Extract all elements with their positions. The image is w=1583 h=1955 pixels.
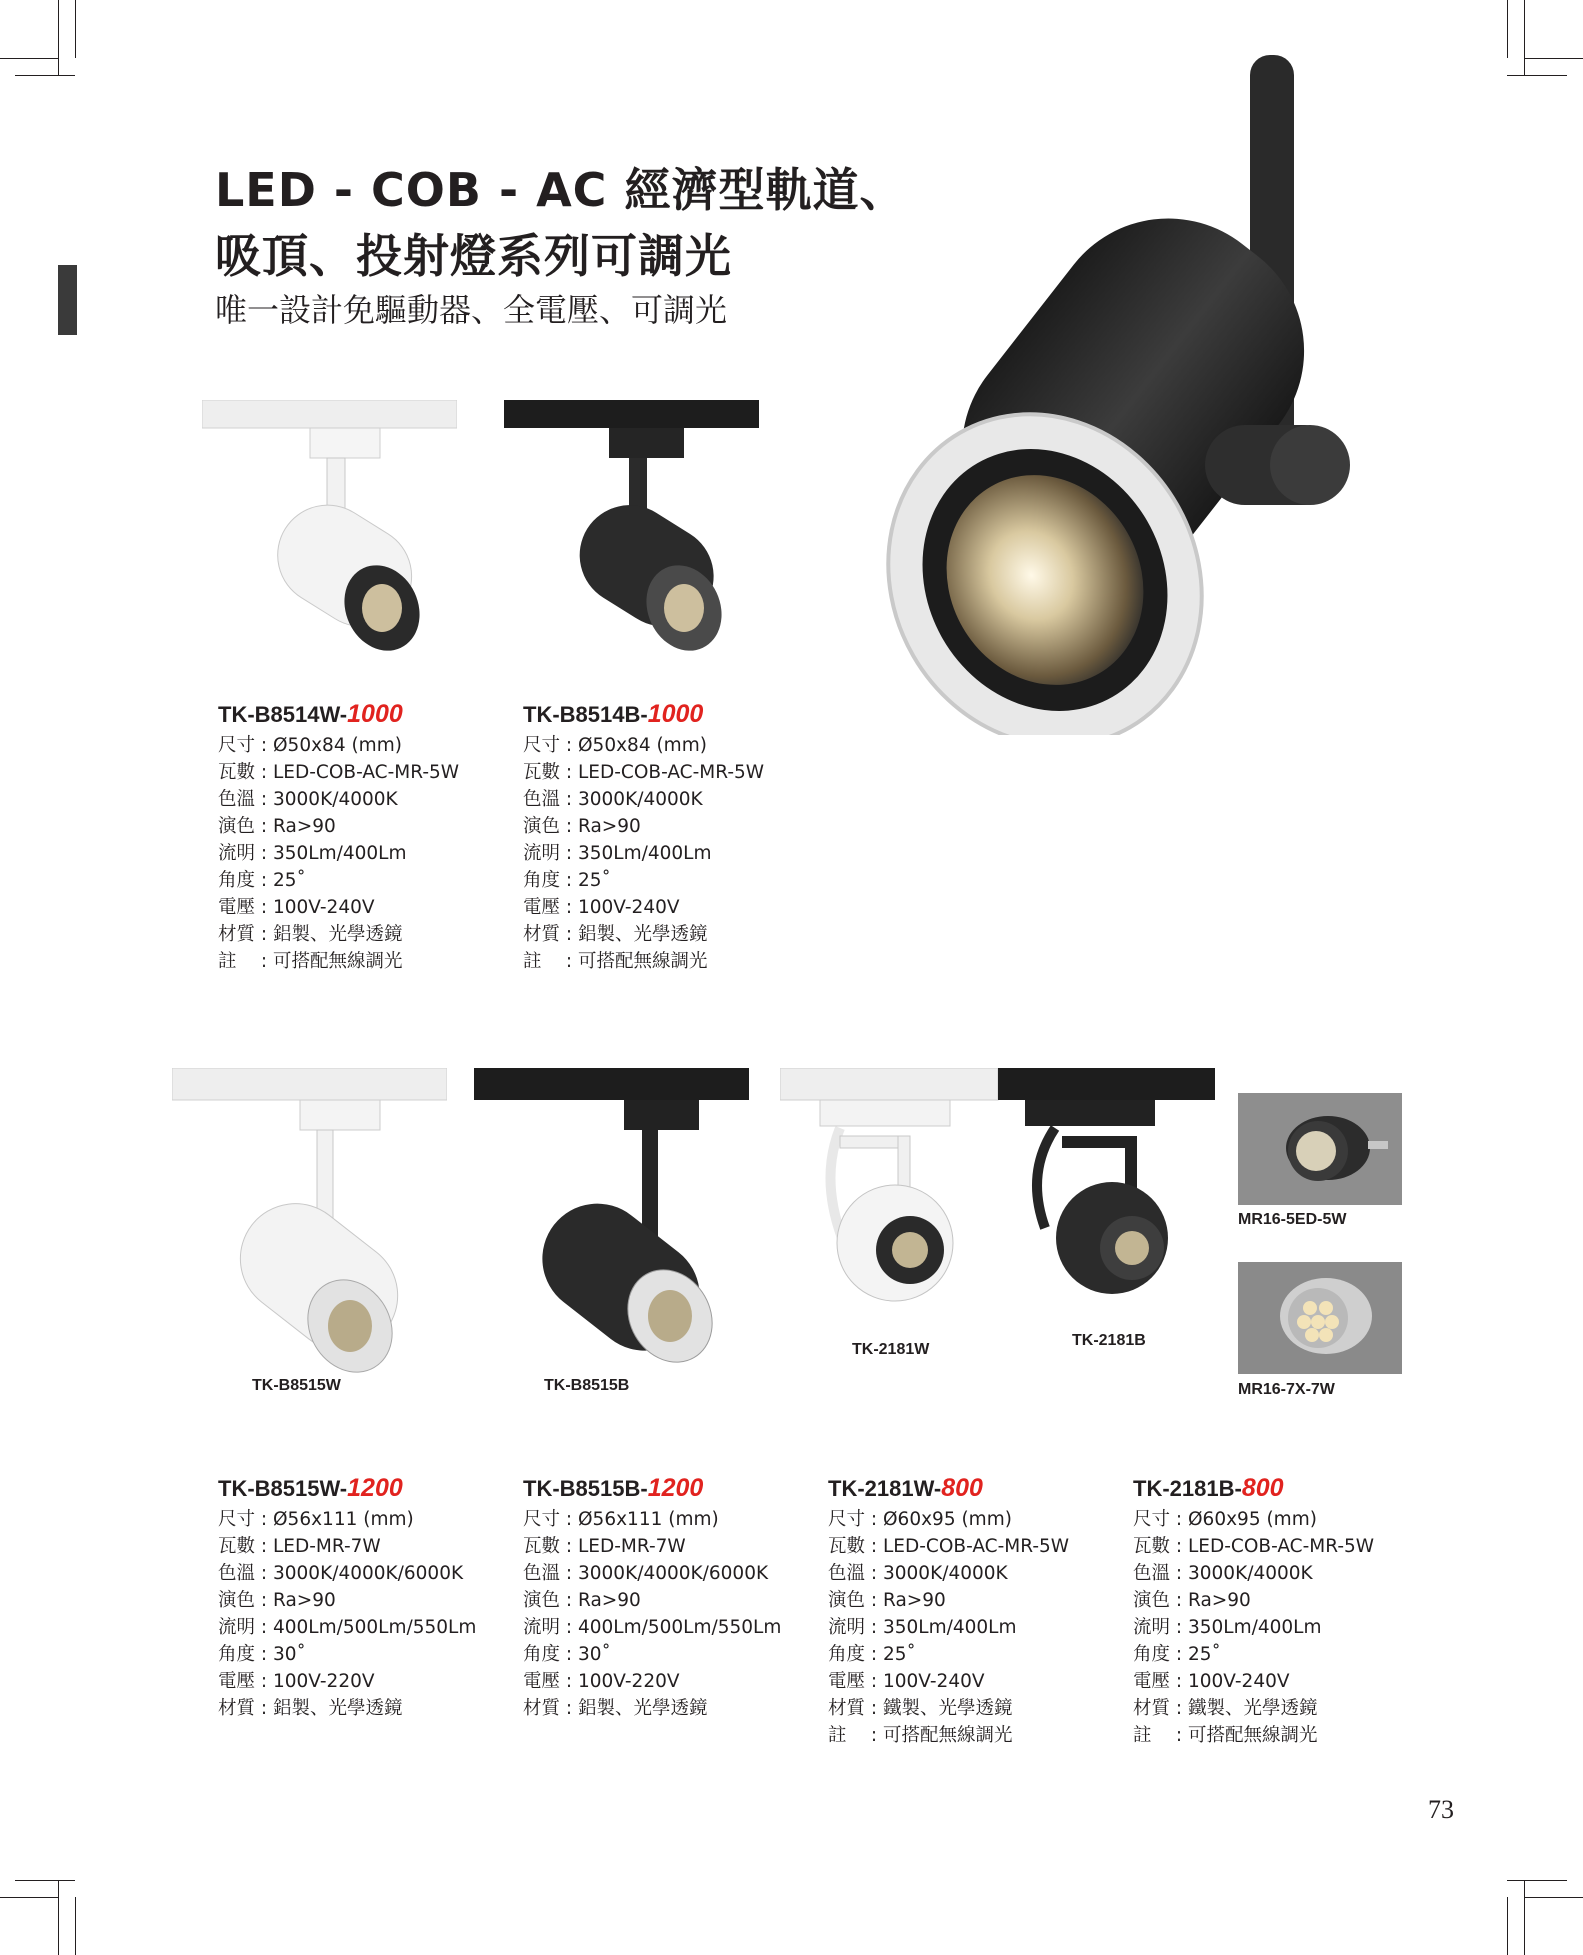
spec-row: 演色 : Ra>90	[523, 816, 641, 837]
price: 1000	[647, 700, 704, 728]
spec-row: 演色 : Ra>90	[828, 1590, 946, 1611]
tk-b8515w-image	[172, 1068, 447, 1378]
spec-row: 色溫 : 3000K/4000K	[523, 789, 703, 810]
mr16-5ed-5w-image	[1238, 1093, 1402, 1205]
spec-row: 註 : 可搭配無線調光	[218, 951, 403, 972]
page-title-line1: LED - COB - AC 經濟型軌道、	[215, 163, 907, 217]
spec-row: 流明 : 400Lm/500Lm/550Lm	[218, 1617, 477, 1638]
spec-block-tk-b8515w	[218, 1474, 518, 1722]
spec-row: 角度 : 25˚	[1133, 1644, 1221, 1665]
section-marker-bar	[58, 265, 77, 335]
spec-row: 瓦數 : LED-MR-7W	[523, 1536, 686, 1557]
spec-row: 演色 : Ra>90	[1133, 1590, 1251, 1611]
spec-row: 瓦數 : LED-MR-7W	[218, 1536, 381, 1557]
spec-row: 流明 : 350Lm/400Lm	[523, 843, 712, 864]
spec-row: 尺寸 : Ø60x95 (mm)	[828, 1509, 1012, 1530]
model-heading: TK-B8514B-1000	[523, 700, 704, 728]
spec-row: 註 : 可搭配無線調光	[1133, 1725, 1318, 1746]
spec-row: 尺寸 : Ø50x84 (mm)	[218, 735, 402, 756]
page-title-line2: 吸頂、投射燈系列可調光	[215, 229, 732, 283]
spec-row: 尺寸 : Ø50x84 (mm)	[523, 735, 707, 756]
spec-row: 材質 : 鋁製、光學透鏡	[523, 924, 708, 945]
price: 800	[1241, 1474, 1284, 1502]
spec-block-tk-b8514b	[523, 700, 823, 975]
spec-row: 瓦數 : LED-COB-AC-MR-5W	[1133, 1536, 1375, 1557]
spec-row: 流明 : 350Lm/400Lm	[218, 843, 407, 864]
hero-spotlight-image	[840, 55, 1400, 735]
caption-tk-b8515w: TK-B8515W	[252, 1377, 341, 1394]
caption-mr16-7x-7w: MR16-7X-7W	[1238, 1381, 1335, 1398]
spec-block-tk-b8514w	[218, 700, 518, 975]
spec-row: 色溫 : 3000K/4000K/6000K	[218, 1563, 464, 1584]
spec-row: 色溫 : 3000K/4000K/6000K	[523, 1563, 769, 1584]
model-heading: TK-B8514W-1000	[218, 700, 403, 728]
spec-block-tk-b8515b	[523, 1474, 823, 1722]
tk-b8514b-image	[504, 400, 759, 660]
spec-row: 材質 : 鐵製、光學透鏡	[1133, 1698, 1318, 1719]
tk-2181-image	[780, 1068, 1215, 1338]
price: 1200	[347, 1474, 403, 1502]
spec-row: 色溫 : 3000K/4000K	[828, 1563, 1008, 1584]
spec-row: 電壓 : 100V-220V	[218, 1671, 375, 1692]
spec-row: 角度 : 25˚	[828, 1644, 916, 1665]
spec-row: 色溫 : 3000K/4000K	[1133, 1563, 1313, 1584]
spec-block-tk-2181w	[828, 1474, 1128, 1749]
spec-row: 註 : 可搭配無線調光	[828, 1725, 1013, 1746]
spec-row: 角度 : 25˚	[523, 870, 611, 891]
tk-b8515b-image	[474, 1068, 749, 1368]
price: 800	[941, 1474, 983, 1502]
caption-tk-2181w: TK-2181W	[852, 1341, 930, 1358]
tk-b8514w-image	[202, 400, 457, 660]
model-heading: TK-2181B-800	[1133, 1474, 1284, 1502]
spec-row: 電壓 : 100V-240V	[218, 897, 375, 918]
spec-row: 演色 : Ra>90	[523, 1590, 641, 1611]
spec-row: 角度 : 30˚	[523, 1644, 611, 1665]
spec-row: 材質 : 鋁製、光學透鏡	[218, 924, 403, 945]
spec-row: 流明 : 350Lm/400Lm	[1133, 1617, 1322, 1638]
caption-tk-2181b: TK-2181B	[1072, 1332, 1146, 1349]
spec-row: 材質 : 鋁製、光學透鏡	[218, 1698, 403, 1719]
mr16-7x-7w-image	[1238, 1262, 1402, 1374]
page-subtitle: 唯一設計免驅動器、全電壓、可調光	[215, 291, 728, 329]
spec-block-tk-2181b	[1133, 1474, 1433, 1749]
model-heading: TK-B8515B-1200	[523, 1474, 704, 1502]
price: 1000	[347, 700, 403, 728]
spec-row: 角度 : 25˚	[218, 870, 306, 891]
spec-row: 電壓 : 100V-240V	[523, 897, 680, 918]
caption-mr16-5ed-5w: MR16-5ED-5W	[1238, 1211, 1347, 1228]
spec-row: 流明 : 350Lm/400Lm	[828, 1617, 1017, 1638]
spec-row: 尺寸 : Ø56x111 (mm)	[523, 1509, 719, 1530]
spec-row: 尺寸 : Ø56x111 (mm)	[218, 1509, 414, 1530]
spec-row: 演色 : Ra>90	[218, 816, 336, 837]
spec-row: 瓦數 : LED-COB-AC-MR-5W	[828, 1536, 1070, 1557]
model-heading: TK-2181W-800	[828, 1474, 983, 1502]
spec-row: 電壓 : 100V-240V	[1133, 1671, 1290, 1692]
spec-row: 色溫 : 3000K/4000K	[218, 789, 398, 810]
model-heading: TK-B8515W-1200	[218, 1474, 403, 1502]
spec-row: 瓦數 : LED-COB-AC-MR-5W	[523, 762, 765, 783]
spec-row: 瓦數 : LED-COB-AC-MR-5W	[218, 762, 460, 783]
spec-row: 材質 : 鐵製、光學透鏡	[828, 1698, 1013, 1719]
spec-row: 註 : 可搭配無線調光	[523, 951, 708, 972]
spec-row: 電壓 : 100V-220V	[523, 1671, 680, 1692]
spec-row: 材質 : 鋁製、光學透鏡	[523, 1698, 708, 1719]
spec-row: 流明 : 400Lm/500Lm/550Lm	[523, 1617, 782, 1638]
spec-row: 電壓 : 100V-240V	[828, 1671, 985, 1692]
price: 1200	[647, 1474, 704, 1502]
spec-row: 尺寸 : Ø60x95 (mm)	[1133, 1509, 1317, 1530]
spec-row: 角度 : 30˚	[218, 1644, 306, 1665]
spec-row: 演色 : Ra>90	[218, 1590, 336, 1611]
caption-tk-b8515b: TK-B8515B	[544, 1377, 630, 1394]
page-number: 73	[1428, 1795, 1454, 1824]
